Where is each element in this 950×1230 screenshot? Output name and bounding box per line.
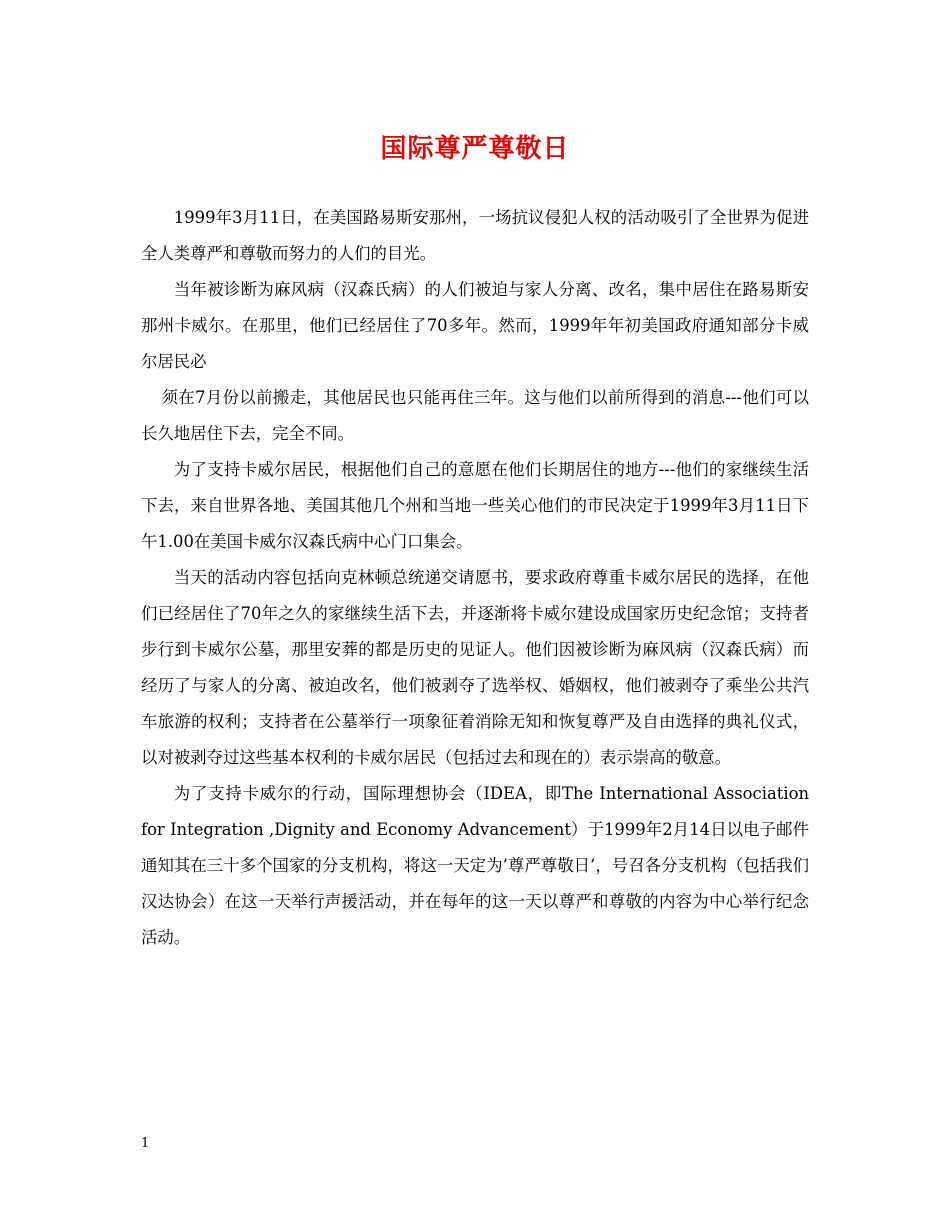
page-number: 1	[141, 1136, 150, 1151]
paragraph-2: 当年被诊断为麻风病（汉森氏病）的人们被迫与家人分离、改名，集中居住在路易斯安那州卡威尔。在那里，他们已经居住了70多年。然而，1999年年初美国政府通知部分卡威尔居民必	[141, 280, 809, 371]
paragraph-4: 为了支持卡威尔居民，根据他们自己的意愿在他们长期居住的地方---他们的家继续生活下去，来自世界各地、美国其他几个州和当地一些关心他们的市民决定于1999年3月11日下午1.00在美国卡威尔汉森氏病中心门口集会。	[141, 460, 809, 551]
paragraph-5: 当天的活动内容包括向克林顿总统递交请愿书，要求政府尊重卡威尔居民的选择，在他们已经居住了70年之久的家继续生活下去，并逐渐将卡威尔建设成国家历史纪念馆；支持者步行到卡威尔公墓，那里安葬的都是历史的见证人。他们因被诊断为麻风病（汉森氏病）而经历了与家人的分离、被迫改名，他们被剥夺了选举权、婚姻权，他们被剥夺了乘坐公共汽车旅游的权利；支持者在公墓举行一项象征着消除无知和恢复尊严及自由选择的典礼仪式，以对被剥夺过这些基本权利的卡威尔居民（包括过去和现在的）表示崇高的敬意。	[141, 568, 809, 767]
paragraph-1: 1999年3月11日，在美国路易斯安那州，一场抗议侵犯人权的活动吸引了全世界为促进全人类尊严和尊敬而努力的人们的目光。	[141, 208, 809, 263]
document-title: 国际尊严尊敬日	[380, 134, 570, 164]
paragraph-6: 为了支持卡威尔的行动，国际理想协会（IDEA，即The International Association for Integration ,Dignity and Economy Advancement）于1999年2月14日以电子邮件通知其在三十多个国家的分支机构，将这一天定为’尊严尊敬日’，号召各分支机构（包括我们汉达协会）在这一天举行声援活动，并在每年的这一天以尊严和尊敬的内容为中心举行纪念活动。	[141, 784, 809, 947]
document-body	[141, 200, 809, 956]
paragraph-3: 须在7月份以前搬走，其他居民也只能再住三年。这与他们以前所得到的消息---他们可以长久地居住下去，完全不同。	[141, 388, 809, 443]
